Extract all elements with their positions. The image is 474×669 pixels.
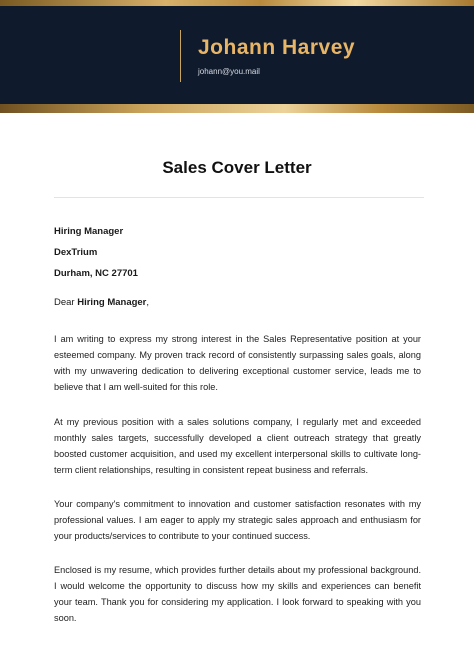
recipient-address: Durham, NC 27701 bbox=[54, 268, 138, 279]
gold-bottom-band bbox=[0, 104, 474, 113]
recipient-name: Hiring Manager bbox=[54, 226, 124, 237]
sender-email: johann@you.mail bbox=[198, 67, 260, 76]
recipient-block bbox=[54, 221, 138, 284]
body-paragraph-2: At my previous position with a sales solutions company, I regularly met and exceeded monthly sales targets, successfully developed a client outreach strategy that greatly boosted customer acquisition, and used my excellent interpersonal skills to cultivate long-term client relationships, resulting in consistent repeat business and referrals. bbox=[54, 417, 421, 475]
body-paragraph-3: Your company's commitment to innovation and customer satisfaction resonates with my professional values. I am eager to apply my strategic sales approach and enthusiasm for your products/services to contribute to your continued success. bbox=[54, 499, 421, 541]
salutation-suffix: , bbox=[146, 297, 150, 308]
salutation bbox=[54, 297, 149, 308]
gold-top-band bbox=[0, 0, 474, 6]
title-divider bbox=[54, 197, 424, 198]
salutation-name: Hiring Manager bbox=[77, 297, 147, 308]
sender-name: Johann Harvey bbox=[198, 36, 356, 59]
body-paragraph-4: Enclosed is my resume, which provides further details about my professional background. I would welcome the opportunity to discuss how my skills and experiences can benefit your team. Thank you for considering my application. I look forward to speaking with you soon. bbox=[54, 565, 421, 623]
body-paragraph-1: I am writing to express my strong interest in the Sales Representative position at your esteemed company. My proven track record of consistently surpassing sales goals, along with my unwavering dedication to delivering exceptional customer service, leads me to believe that I am well-suited for this role. bbox=[54, 334, 421, 392]
recipient-company: DexTrium bbox=[54, 247, 98, 258]
letterhead-header bbox=[0, 0, 474, 113]
header-vertical-divider bbox=[180, 30, 181, 82]
salutation-prefix: Dear bbox=[54, 297, 78, 308]
document-title: Sales Cover Letter bbox=[162, 158, 312, 177]
